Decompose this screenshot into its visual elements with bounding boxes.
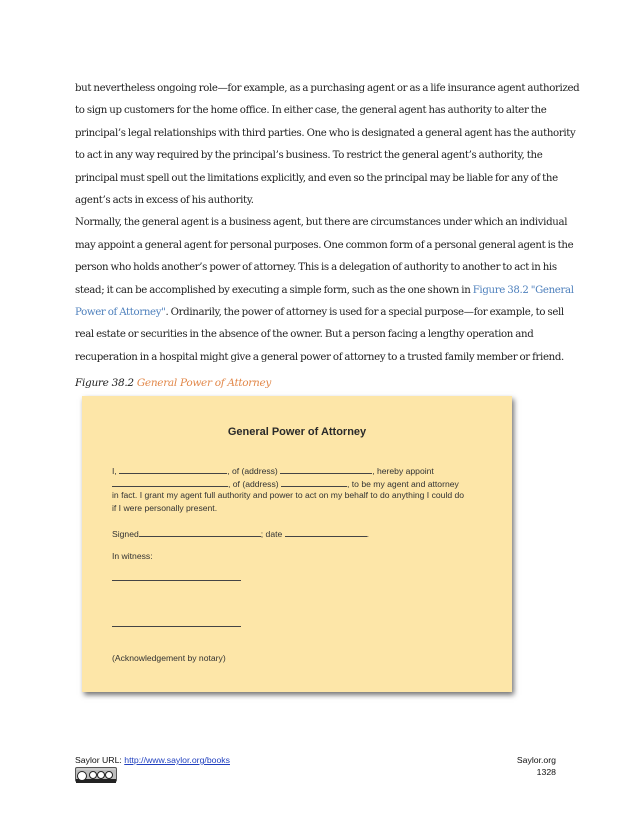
text-line: to act in any way required by the principal’s business. To restrict the general agent’s authority, the	[75, 150, 543, 162]
text-line: principal must spell out the limitations explicitly, and even so the principal may be liable for any of the	[75, 172, 558, 184]
witness-label: In witness:	[112, 551, 153, 561]
form-text: , of (address)	[227, 466, 281, 476]
text-segment: . Ordinarily, the power of attorney is used for a special purpose—for example, to sell	[165, 307, 564, 319]
blank-field	[280, 464, 372, 474]
form-line-2	[112, 477, 459, 489]
text-line: to sign up customers for the home office. In either case, the general agent has authority to alter the	[75, 105, 547, 117]
body-text	[75, 78, 580, 369]
figure-link[interactable]: Figure 38.2 "General	[472, 284, 574, 296]
text-line: agent’s acts in excess of his authority.	[75, 195, 254, 207]
paragraph-1	[75, 78, 580, 212]
blank-field	[112, 477, 228, 487]
text-line: principal’s legal relationships with third parties. One who is designated a general agent has the authority	[75, 127, 576, 139]
footer-url-label: Saylor URL:	[75, 755, 125, 765]
form-text: , to be my agent and attorney	[347, 479, 459, 489]
text-line	[75, 280, 574, 302]
form-line-4: if I were personally present.	[112, 503, 218, 513]
form-line-3: in fact. I grant my agent full authority and power to act on my behalf to do anything I could do	[112, 490, 465, 500]
footer-source	[75, 755, 230, 765]
text-line: recuperation in a hospital might give a general power of attorney to a trusted family member or friend.	[75, 351, 564, 363]
form-text: , hereby appoint	[372, 466, 434, 476]
footer-url-link[interactable]: http://www.saylor.org/books	[124, 755, 230, 765]
footer-org: Saylor.org	[516, 755, 556, 765]
text-line	[75, 302, 565, 324]
text-line: Normally, the general agent is a business agent, but there are circumstances under which an individual	[75, 217, 568, 229]
text-line: but nevertheless ongoing role—for example, as a purchasing agent or as a life insurance agent authorized	[75, 83, 580, 94]
figure-link-continued[interactable]: Power of Attorney"	[75, 307, 166, 319]
form-text: Signed	[112, 529, 139, 539]
paragraph-2	[75, 212, 574, 369]
page-number: 1328	[536, 767, 556, 777]
blank-field	[285, 527, 370, 539]
blank-field	[119, 464, 227, 474]
form-text: I,	[112, 466, 120, 476]
form-text: .	[366, 529, 370, 539]
form-text: , of (address)	[228, 479, 282, 489]
blank-field	[281, 477, 347, 487]
form-title: General Power of Attorney	[227, 426, 367, 438]
witness-signature-line	[112, 580, 241, 581]
text-line: real estate or securities in the absence of the owner. But a person facing a lengthy operation and	[75, 329, 534, 341]
signed-line	[112, 527, 369, 539]
text-line: may appoint a general agent for personal purposes. One common form of a personal general agent is the	[75, 239, 574, 251]
caption-title: General Power of Attorney	[136, 377, 272, 389]
power-of-attorney-form	[82, 396, 512, 692]
text-segment: stead; it can be accomplished by executing a simple form, such as the one shown in	[75, 284, 473, 296]
caption-label: Figure 38.2	[75, 377, 134, 389]
form-line-1	[112, 464, 434, 476]
form-text: ; date	[260, 529, 285, 539]
notary-label: (Acknowledgement by notary)	[112, 653, 226, 663]
figure-caption	[75, 377, 271, 389]
text-line: person who holds another’s power of attorney. This is a delegation of authority to another to act in his	[75, 262, 557, 274]
blank-field	[139, 527, 261, 537]
witness-signature-line	[112, 626, 241, 627]
creative-commons-license-icon	[75, 767, 117, 782]
